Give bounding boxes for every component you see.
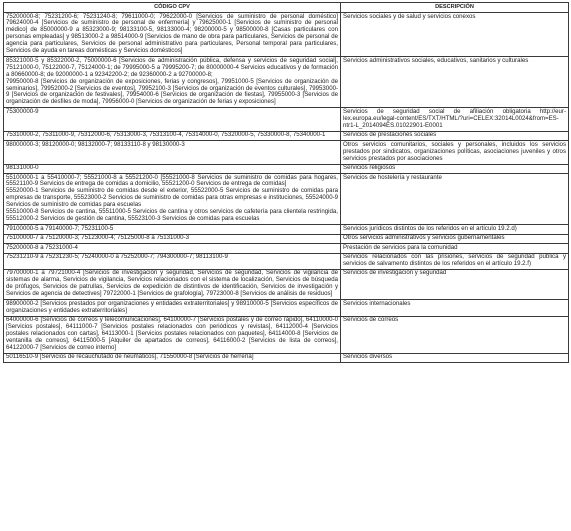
cpv-code-cell xyxy=(4,108,341,131)
cpv-table xyxy=(3,2,569,363)
description-cell: Servicios de seguridad social de afiliación obligatoria http://eur-lex.europa.eu/legal-content/ES/TXT/HTML/?uri=CELEX:32014L0024&from=ES-ntr1-L_2014094ES.01022901-E0001 xyxy=(341,108,569,131)
cpv-code-cell xyxy=(4,234,341,243)
cpv-code-text: 75231210-9 a 75231230-5; 75240000-0 a 75252000-7; 794300000-7; 98113100-9 xyxy=(6,253,228,261)
description-cell: Servicios sociales y de salud y servicios conexos xyxy=(341,13,569,57)
cpv-code-text: 64000000-6 [Servicios de correos y telecomunicaciones], 64100000-7 [Servicios postales y de correo rápido], 64110000-0 [Servicios postales], 64111000-7 [Servicios postales relacionados con periódicos y revistas], 64112000-4 [Servicios postales relacionados con cartas], 64113000-1 [Servicios postales relacionados con paquetes], 64114000-8 [Servicios de ventanilla de correos], 64115000-5 [Alquiler de apartados de correos], 64116000-2 [Servicios de lista de correos], 64122000-7 [Servicios de correo interno] xyxy=(6,316,338,351)
table-row xyxy=(4,316,569,353)
table-row xyxy=(4,131,569,140)
description-cell: Servicios de investigación y seguridad xyxy=(341,269,569,299)
cpv-code-text: 75100000-7 a 75120000-3; 75123000-4; 75125000-8 a 75131000-3 xyxy=(6,234,189,242)
description-cell: Servicios internacionales xyxy=(341,300,569,316)
cpv-code-text: 79700000-1 a 79721000-4 [Servicios de investigación y seguridad, Servicios de seguridad, Servicios de vigilancia de sistemas de alarma, Servicios de vigilancia, Servicios relacionados con el sistema de localización, Servicios de búsqueda de prófugos, Servicios de patrullas, Servicios de expedición de distintivos de identificación, Servicios de investigación y Servicios de agencia de detectives] 79722000-1 [Servicios de grafología], 79723000-8 [Servicios de análisis de residuos] xyxy=(6,269,338,298)
table-row xyxy=(4,244,569,253)
cpv-code-cell xyxy=(4,174,341,225)
description-cell: Servicios de prestaciones sociales xyxy=(341,131,569,140)
description-cell: Otros servicios administrativos y servicios gubernamentales xyxy=(341,234,569,243)
header-row xyxy=(4,3,569,13)
cpv-code-text: 50116510-9 [Servicios de recauchutado de neumáticos], 71550000-8 [Servicios de herrería] xyxy=(6,353,254,361)
cpv-code-text: 75200000-8; 75231200-6; 75231240-8; 79611000-0; 79622000-0 [Servicios de suministro de personal doméstico] 79624000-4 [Servicios de suministro de personal de enfermería] y 79625000-1 [Servicios de suministro de personal médico] de 85000000-9 a 85323000-9; 98133100-5, 98133000-4; 98200000-5 y 98500000-8 [Casas particulares con personas empleadas] y 98513000-2 a 98514000-9 [Servicios de mano de obra para particulares, Servicios de personal de agencia para particulares, Servicios de personal administrativo para particulares, Personal temporal para particulares, Servicios de ayuda en tareas domésticas y Servicios domésticos] xyxy=(6,12,338,55)
table-row xyxy=(4,225,569,234)
cpv-code-text: 75300000-9 xyxy=(6,107,39,115)
cpv-code-cell xyxy=(4,253,341,269)
table-row xyxy=(4,300,569,316)
cpv-code-text: 98000000-3; 98120000-0; 98132000-7; 98133110-8 y 98130000-3 xyxy=(6,140,185,148)
description-cell: Servicios jurídicos distintos de los referidos en el artículo 19.2.d) xyxy=(341,225,569,234)
description-cell: Servicios religiosos xyxy=(341,164,569,173)
cpv-code-cell xyxy=(4,57,341,108)
table-row xyxy=(4,234,569,243)
table-row xyxy=(4,353,569,362)
description-cell: Otros servicios comunitarios, sociales y personales, incluidos los servicios prestados por sindicatos, organizaciones políticas, asociaciones juveniles y otros servicios prestados por asociaciones xyxy=(341,141,569,164)
cpv-code-text: 98900000-2 [Servicios prestados por organizaciones y entidades extraterritoriales] y 98910000-5 [Servicios específicos de organizaciones y entidades extraterritoriales] xyxy=(6,299,338,314)
cpv-code-cell xyxy=(4,225,341,234)
cpv-code-cell xyxy=(4,244,341,253)
cpv-code-text: 75310000-2, 75311000-9, 75312000-6, 75313000-3, 75313100-4, 75314000-0, 75320000-5, 75330000-8, 75340000-1 xyxy=(6,131,326,139)
table-row xyxy=(4,108,569,131)
table-row xyxy=(4,164,569,173)
header-code: CÓDIGO CPV xyxy=(4,3,341,13)
cpv-code-text: 79950000-8 [Servicios de organización de exposiciones, ferias y congresos], 79951000-5 [Servicios de organización de seminarios], 79952000-2 [Servicios de eventos], 79952100-3 [Servicios de organización de eventos culturales], 79953000-9 [Servicios de organización de festivales], 79954000-6 [Servicios de organización de fiestas], 79955000-3 [Servicios de organización de desfiles de moda], 79956000-0 [Servicios de organización de ferias y exposiciones] xyxy=(6,77,338,106)
table-row xyxy=(4,141,569,164)
description-cell: Servicios de correos xyxy=(341,316,569,353)
table-row xyxy=(4,253,569,269)
header-description: DESCRIPCIÓN xyxy=(341,3,569,13)
description-cell: Servicios administrativos sociales, educativos, sanitarios y culturales xyxy=(341,57,569,108)
cpv-code-text: 85321000-5 y 85322000-2, 75000000-6 [Servicios de administración pública, defensa y servicios de seguridad social], 75121000-0, 75122000-7, 75124000-1; de 79995000-5 a 79995200-7; de 80000000-4 Servicios educativos y de formación a 80660000-8; de 92000000-1 a 92342200-2; de 92360000-2 a 92700000-8; xyxy=(6,56,338,78)
table-body xyxy=(4,13,569,363)
description-cell: Servicios diversos xyxy=(341,353,569,362)
cpv-code-text: 55510000-8 Servicios de cantina, 55511000-5 Servicios de cantina y otros servicios de cafetería para clientela restringida, 55512000-2 Servicios de gestión de cantina, 55523100-3 Servicios de comidas para escuelas xyxy=(6,208,338,223)
cpv-code-cell xyxy=(4,269,341,299)
description-cell: Prestación de servicios para la comunidad xyxy=(341,244,569,253)
table-row xyxy=(4,13,569,57)
description-cell: Servicios relacionados con las prisiones, servicios de seguridad pública y servicios de salvamento distintos de los referidos en el artículo 19.2.f) xyxy=(341,253,569,269)
cpv-code-text: 75200000-8 a 75231000-4 xyxy=(6,243,78,251)
cpv-code-cell xyxy=(4,164,341,173)
cpv-code-cell xyxy=(4,353,341,362)
cpv-code-text: 55100000-1 a 55410000-7; 55521000-8 a 55521200-0 [55521000-8 Servicios de suministro de comidas para hogares, 55521100-9 Servicios de entrega de comidas a domicilio, 55521200-0 Servicios de entrega de comidas] xyxy=(6,173,338,188)
table-row xyxy=(4,174,569,225)
cpv-code-cell xyxy=(4,316,341,353)
cpv-code-cell xyxy=(4,131,341,140)
cpv-code-text: 79100000-5 a 79140000-7; 75231100-5 xyxy=(6,224,114,232)
cpv-code-cell xyxy=(4,300,341,316)
table-row xyxy=(4,269,569,299)
description-cell: Servicios de hostelería y restaurante xyxy=(341,174,569,225)
cpv-code-cell xyxy=(4,13,341,57)
cpv-code-text: 98131000-0 xyxy=(6,164,39,172)
cpv-code-text: 55520000-1 Servicios de suministro de comidas desde el exterior, 55522000-5 Servicios de suministro de comidas para empresas de transporte, 55523000-2 Servicios de suministro de comidas para otras empresas e instituciones, 55524000-9 Servicios de suministro de comidas para escuelas xyxy=(6,187,338,209)
table-row xyxy=(4,57,569,108)
cpv-code-cell xyxy=(4,141,341,164)
